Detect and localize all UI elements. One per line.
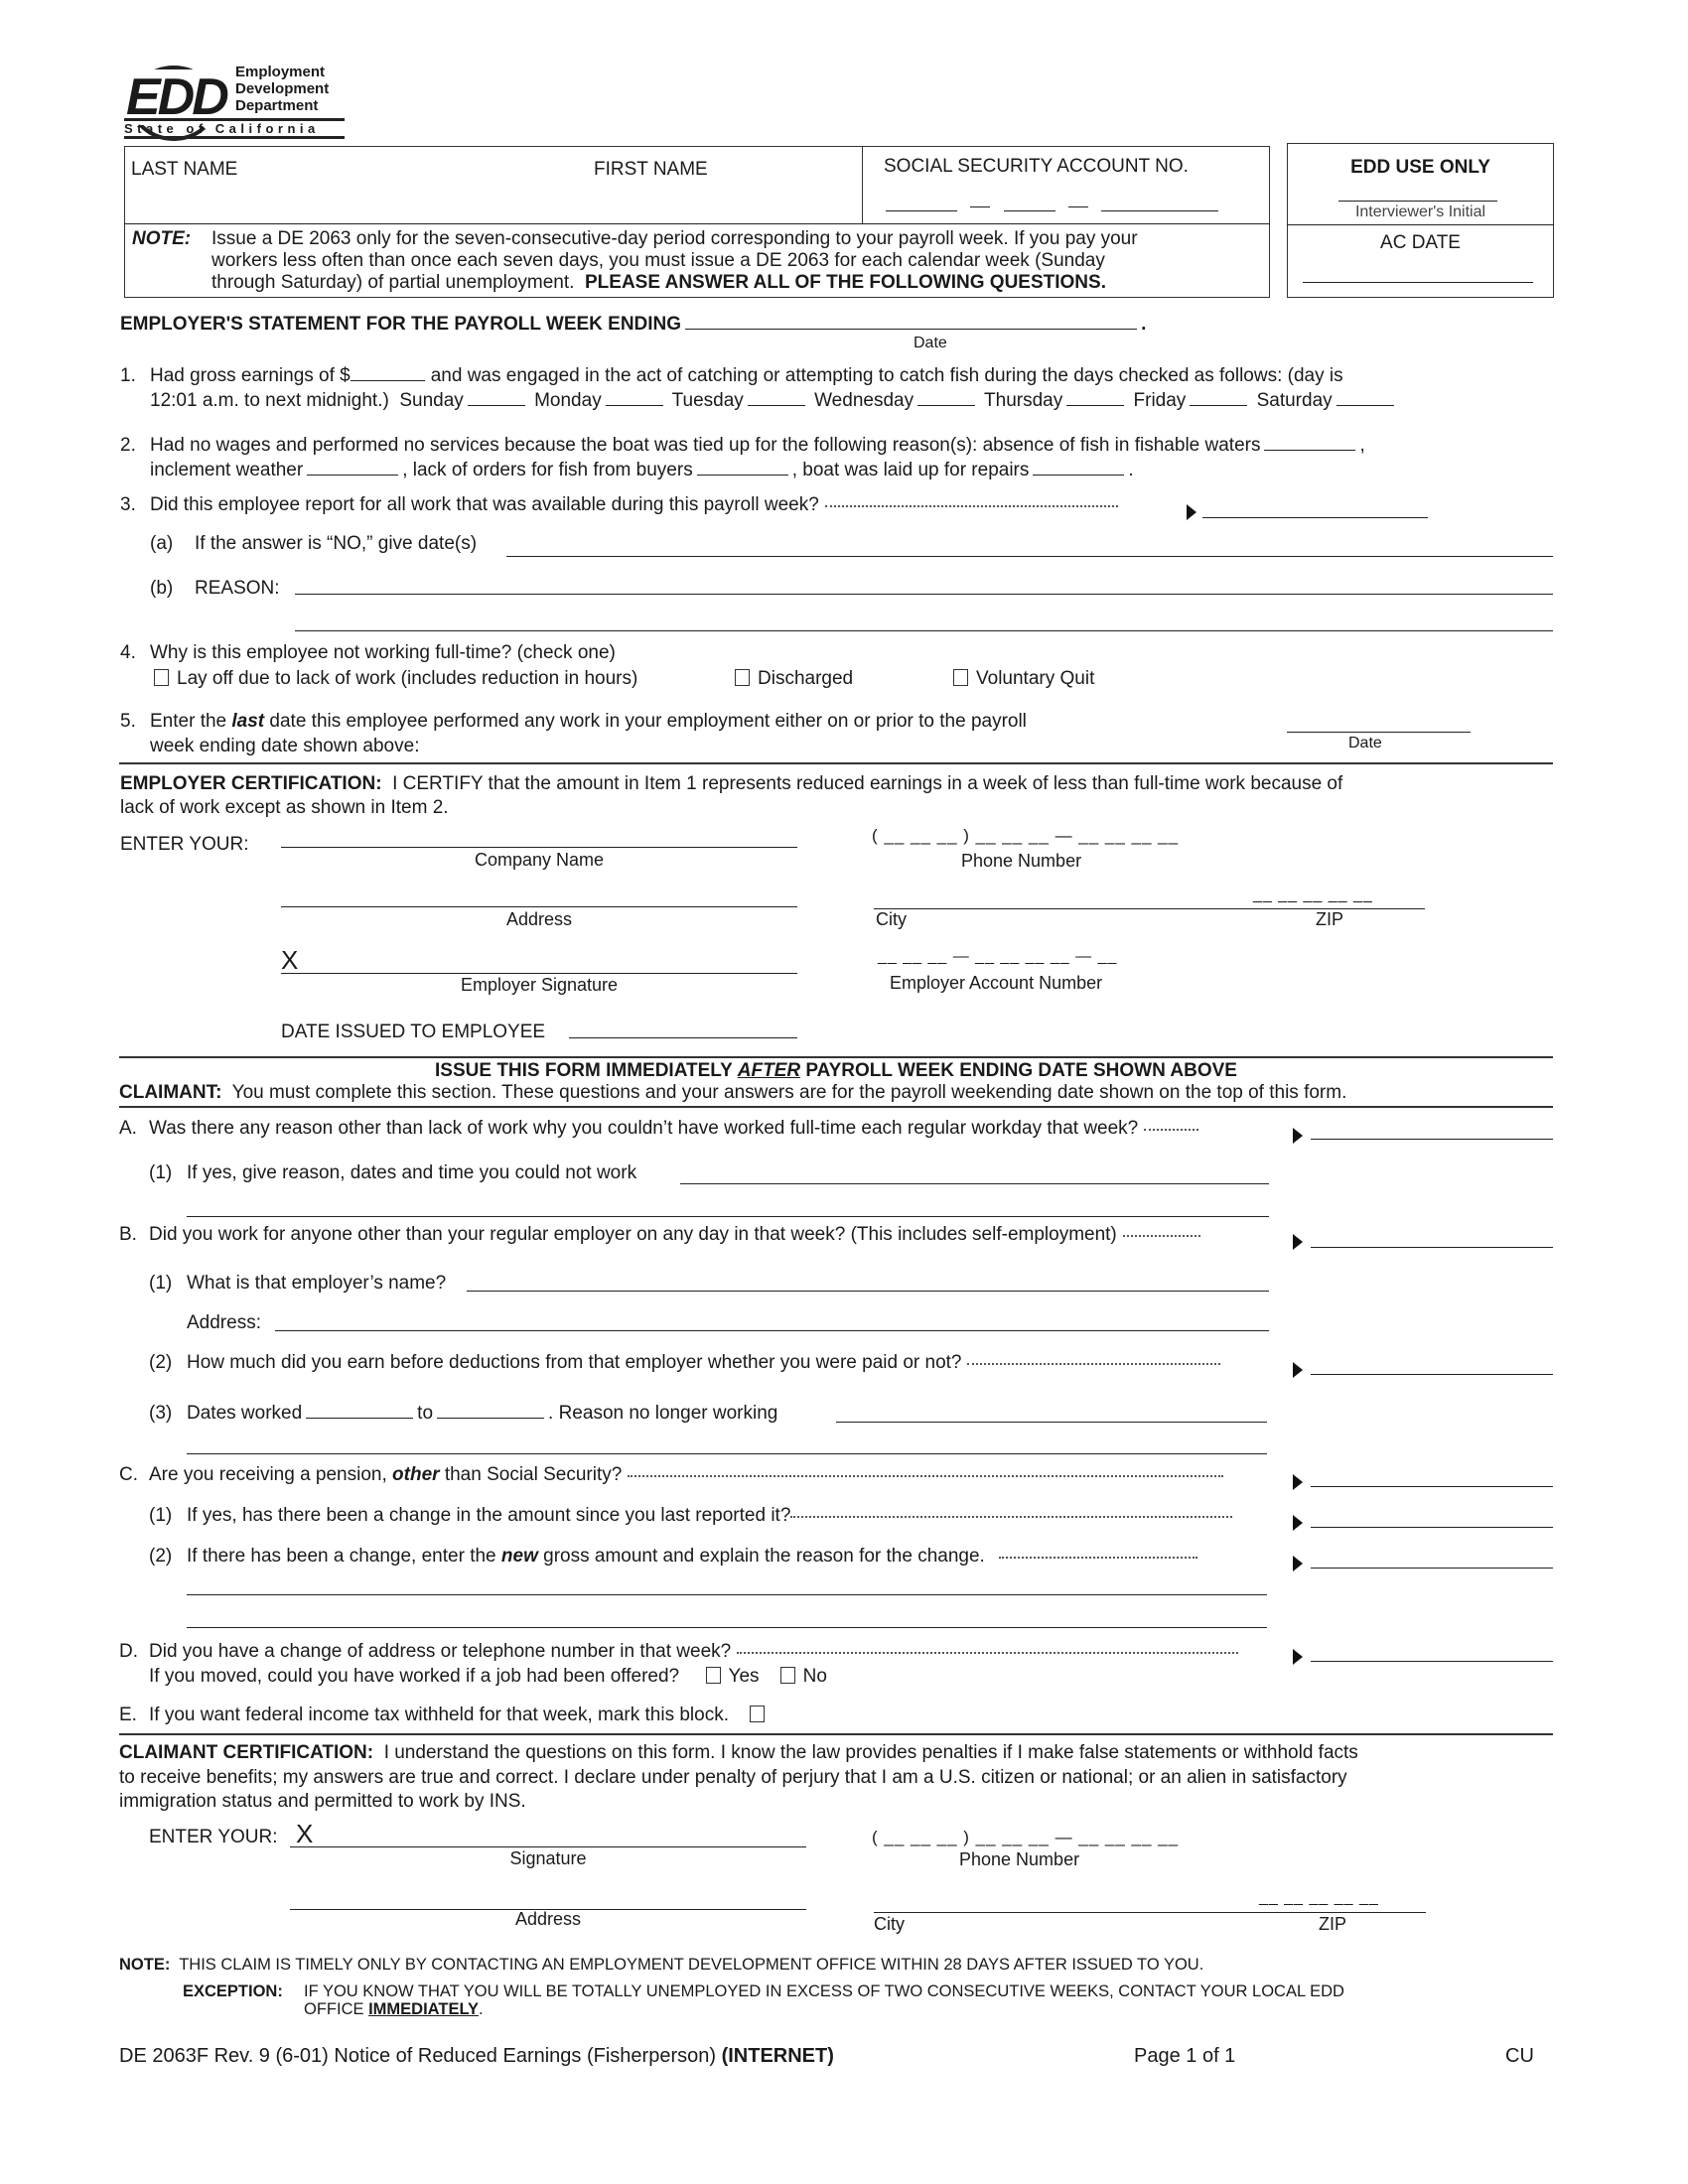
text-segment: other [392,1464,440,1485]
question-b-answer-field[interactable] [1311,1247,1553,1248]
text-segment: C. [119,1464,138,1485]
layoff-checkbox[interactable] [154,668,637,690]
laid-up-for-repairs-field[interactable] [1033,459,1124,476]
text-segment: Sunday [399,390,464,411]
text-segment: (b) [150,578,174,599]
text-segment: (1) [149,1162,173,1183]
text-segment [119,1741,1358,1766]
reason-no-longer-working-field[interactable] [836,1422,1267,1423]
text-segment [862,146,863,223]
text-segment: (2) [149,1352,173,1373]
inclement-weather-field[interactable] [307,459,398,476]
text-segment: , boat was laid up for repairs [791,460,1030,480]
address-label: Address [505,909,573,929]
text-segment: new [500,1546,538,1567]
text-segment: If there has been a change, enter the [187,1546,496,1567]
employer-account-number-field[interactable]: __ __ __ — __ __ __ __ — __ [878,948,1118,965]
item-4 [120,642,616,664]
text-segment: (1) [149,1505,173,1526]
employer-account-number-label: Employer Account Number [890,973,1103,993]
text-segment: Yes [728,1666,760,1687]
text-segment: B. [119,1224,137,1245]
address-label: Address [514,1909,582,1929]
text-segment: Issue a DE 2063 only for the seven-consecutive-day period corresponding to your payroll week. If you pay your [211,228,1138,249]
divider-line [124,223,1270,224]
reason-no-longer-working-field-line2[interactable] [187,1453,1267,1454]
timely-claim-note [119,1956,1203,1975]
text-segment: Wednesday [814,390,914,411]
text-segment: Did you have a change of address or telephone number in that week? [149,1641,732,1662]
arrow-icon [1293,1474,1303,1490]
question-c2-explanation-field-line2[interactable] [187,1627,1267,1628]
item-3a-dates-field[interactable] [506,556,1553,557]
question-d [119,1639,1238,1689]
text-segment: , lack of orders for fish from buyers [402,460,693,480]
text-segment: AFTER [737,1060,801,1081]
text-segment: 5. [120,711,136,732]
gross-earnings-field[interactable] [351,364,425,381]
divider-line [119,762,1553,764]
edd-use-only-label: EDD USE ONLY [1350,157,1490,178]
text-segment: What is that employer’s name? [187,1273,447,1294]
no-checkbox[interactable] [780,1666,827,1687]
yes-checkbox[interactable] [706,1666,760,1687]
text-segment: I understand the questions on this form. I know the law provides penalties if I make false statements or withhold facts [383,1742,1358,1763]
city-label: City [876,909,907,929]
text-segment: (a) [150,533,174,554]
text-segment [967,1363,1220,1365]
text-segment: . [1128,460,1134,480]
text-segment: to [417,1403,434,1424]
text-segment: Department [235,97,319,114]
form-code: CU [1505,2045,1534,2067]
tuesday-field[interactable] [748,389,805,406]
question-c2-answer-field[interactable] [1311,1568,1553,1569]
text-segment [211,272,1138,294]
item-3a [150,533,477,555]
text-segment: Are you receiving a pension, [149,1464,387,1485]
checkbox-icon [953,669,968,686]
divider-line [1287,224,1554,225]
edd-logo [124,62,348,141]
text-segment: (INTERNET) [721,2045,834,2067]
employer-signature-label: Employer Signature [460,975,619,995]
employer-address-field[interactable] [281,906,797,907]
divider-line [119,1733,1553,1735]
text-segment: workers less often than once each seven days, you must issue a DE 2063 for each calendar week (Sunday [211,250,1105,271]
tax-withholding-checkbox[interactable] [750,1706,765,1722]
text-segment: Voluntary Quit [976,668,1095,689]
employer-statement-heading [120,313,1146,336]
date-label: Date [1348,735,1382,751]
text-segment: . Reason no longer working [548,1403,778,1424]
text-segment: Had gross earnings of $ [150,365,351,386]
text-segment: Saturday [1256,390,1333,411]
text-segment: If you moved, could you have worked if a job had been offered? [149,1666,680,1687]
text-segment: DE 2063F Rev. 9 (6-01) Notice of Reduced Earnings (Fisherperson) [119,2045,717,2067]
text-segment: (1) [149,1273,173,1294]
text-segment: Employment [235,64,326,80]
note-text [211,228,1138,294]
absence-of-fish-field[interactable] [1264,434,1355,451]
divider-line [119,1106,1553,1108]
text-segment: IF YOU KNOW THAT YOU WILL BE TOTALLY UNEMPLOYED IN EXCESS OF TWO CONSECUTIVE WEEKS, CONTACT YOUR LOCAL EDD [304,1982,1344,2000]
text-segment: PAYROLL WEEK ENDING DATE SHOWN ABOVE [805,1060,1237,1081]
claimant-zip-field[interactable]: __ __ __ __ __ [1259,1889,1379,1906]
enter-your-label: ENTER YOUR: [149,1827,278,1847]
note-label: NOTE: [132,228,192,249]
employer-phone-field[interactable]: ( __ __ __ ) __ __ __ — __ __ __ __ [872,826,1180,845]
text-segment: A. [119,1118,137,1139]
ac-date-label: AC DATE [1380,232,1461,253]
text-segment: lack of work except as shown in Item 2. [120,797,449,818]
question-c2 [149,1546,1197,1568]
item-3b-reason-field[interactable] [295,594,1553,595]
zip-label: ZIP [1319,1914,1347,1934]
text-segment: inclement weather [150,460,304,480]
question-a [119,1118,1198,1140]
text-segment: (3) [149,1403,173,1424]
text-segment [1144,1129,1198,1131]
claimant-city-field[interactable] [874,1912,1426,1913]
text-segment: . [479,2000,484,2018]
exception-label: EXCEPTION: [183,1982,283,2000]
ssn-field[interactable] [886,195,1218,217]
text-segment: D. [119,1641,138,1662]
question-b [119,1224,1200,1246]
question-a1-field[interactable] [680,1183,1269,1184]
issue-instruction [119,1060,1553,1082]
text-segment: last [231,711,265,732]
text-segment: E. [119,1705,137,1725]
text-segment: 12:01 a.m. to next midnight.) [150,390,389,411]
item-3-answer-field[interactable] [1202,517,1428,518]
checkbox-icon [780,1667,795,1684]
text-segment [120,433,1365,458]
text-segment [120,709,1027,734]
text-segment: to receive benefits; my answers are true and correct. I declare under penalty of perjury that I am a U.S. citizen or national; or an alien in satisfactory [119,1766,1347,1788]
exception-text [304,1982,1344,2018]
question-c-answer-field[interactable] [1311,1486,1553,1487]
text-segment: immigration status and permitted to work by INS. [119,1791,526,1812]
text-segment: State of California [124,118,345,139]
text-segment [999,1557,1197,1559]
enter-your-label: ENTER YOUR: [120,834,249,855]
item-3b-reason-field-line2[interactable] [295,630,1553,631]
text-segment [790,1516,1232,1518]
question-e [119,1705,773,1726]
text-segment: than Social Security? [444,1464,623,1485]
text-segment: Lay off due to lack of work (includes reduction in hours) [177,668,638,689]
phone-number-label: Phone Number [959,1849,1080,1869]
text-segment: Did this employee report for all work that was available during this payroll week? [150,494,819,515]
text-segment: Was there any reason other than lack of work why you couldn’t have worked full-time each regular workday that week? [149,1118,1139,1139]
dates-worked-to-field[interactable] [437,1402,544,1419]
item-1 [120,363,1398,413]
text-segment: Dates worked [187,1403,303,1424]
city-label: City [874,1914,905,1934]
text-segment [120,363,1398,388]
signature-label: Signature [509,1848,587,1868]
question-c1 [149,1505,1232,1527]
text-segment: (2) [149,1546,173,1567]
divider-line [119,1056,1553,1058]
item-2 [120,433,1365,482]
question-b1 [149,1273,446,1295]
arrow-icon [1187,504,1196,520]
company-name-field[interactable] [281,847,797,848]
last-name-field[interactable]: LAST NAME [131,159,238,180]
thursday-field[interactable] [1066,389,1124,406]
item-3b [150,578,280,600]
text-segment: No [802,1666,827,1687]
lack-of-orders-field[interactable] [697,459,788,476]
text-segment: Had no wages and performed no services because the boat was tied up for the following reason(s): absence of fish in fishable waters [150,435,1261,456]
text-segment: and was engaged in the act of catching or attempting to catch fish during the days checked as follows: (day is [430,365,1343,386]
text-segment: Discharged [758,668,854,689]
text-segment: date this employee performed any work in your employment either on or prior to the payroll [269,711,1027,732]
text-segment [1068,206,1088,207]
date-issued-label: DATE ISSUED TO EMPLOYEE [281,1022,546,1042]
claimant-intro [119,1082,1346,1104]
item-3 [120,494,1118,516]
text-segment: Why is this employee not working full-time? (check one) [150,642,616,663]
claimant-phone-field[interactable]: ( __ __ __ ) __ __ __ — __ __ __ __ [872,1828,1180,1846]
text-segment [119,1664,1238,1689]
arrow-icon [1293,1234,1303,1250]
date-label: Date [914,335,947,351]
voluntary-quit-checkbox[interactable] [953,668,1094,690]
text-segment: week ending date shown above: [150,736,420,756]
employer-signature-field[interactable] [281,973,797,974]
ssn-label: SOCIAL SECURITY ACCOUNT NO. [884,156,1189,177]
arrow-icon [1293,1362,1303,1378]
text-segment: If the answer is “NO,” give date(s) [195,533,478,554]
friday-field[interactable] [1190,389,1247,406]
logo-mark: EDD [126,68,226,126]
x-mark: X [296,1819,314,1848]
text-segment: 1. [120,365,136,386]
text-segment: If you want federal income tax withheld for that week, mark this block. [149,1705,729,1725]
text-segment: Thursday [984,390,1063,411]
saturday-field[interactable] [1336,389,1394,406]
arrow-icon [1293,1128,1303,1144]
form-id [119,2045,834,2068]
text-segment: How much did you earn before deductions from that employer whether you were paid or not? [187,1352,962,1373]
text-segment: through Saturday) of partial unemployment. [211,272,575,293]
ac-date-field[interactable] [1303,282,1533,283]
x-mark: X [281,945,299,975]
text-segment: ISSUE THIS FORM IMMEDIATELY [435,1060,733,1081]
arrow-icon [1293,1515,1303,1531]
text-segment: 3. [120,494,136,515]
text-segment: PLEASE ANSWER ALL OF THE FOLLOWING QUESTIONS. [585,272,1106,293]
text-segment [120,458,1365,482]
text-segment: You must complete this section. These questions and your answers are for the payroll weekending date shown on the top of this form. [231,1082,1347,1103]
other-employer-address-field[interactable] [275,1330,1269,1331]
dates-worked-from-field[interactable] [306,1402,413,1419]
text-segment [825,505,1118,507]
text-segment [628,1475,1223,1477]
last-work-date-field[interactable] [1287,732,1471,733]
monday-field[interactable] [606,389,663,406]
other-employer-name-field[interactable] [467,1291,1269,1292]
item-5 [120,709,1027,758]
discharged-checkbox[interactable] [735,668,853,690]
text-segment: CLAIMANT CERTIFICATION: [119,1742,374,1763]
text-segment: Tuesday [671,390,744,411]
text-segment: gross amount and explain the reason for the change. [543,1546,985,1567]
question-c1-answer-field[interactable] [1311,1527,1553,1528]
question-a1-field-line2[interactable] [187,1216,1269,1217]
question-c [119,1464,1223,1486]
arrow-icon [1293,1649,1303,1665]
text-segment: EMPLOYER CERTIFICATION: [120,773,382,794]
claimant-signature-field[interactable] [290,1846,806,1847]
text-segment: IMMEDIATELY [368,2000,480,2018]
sunday-field[interactable] [468,389,525,406]
employer-certification [120,772,1342,820]
text-segment: EMPLOYER'S STATEMENT FOR THE PAYROLL WEEK ENDING [120,314,682,335]
interviewers-initial-label: Interviewer's Initial [1354,204,1486,220]
text-segment [304,2000,1344,2018]
text-segment: NOTE: [119,1956,171,1974]
wednesday-field[interactable] [917,389,975,406]
text-segment: 4. [120,642,136,663]
checkbox-icon [154,669,169,686]
company-name-label: Company Name [474,850,605,870]
zip-label: ZIP [1316,909,1344,929]
text-segment [119,1639,1238,1664]
text-segment: 2. [120,435,136,456]
text-segment: If yes, has there been a change in the amount since you last reported it? [187,1505,791,1526]
text-segment: CLAIMANT: [119,1082,222,1103]
text-segment: If yes, give reason, dates and time you could not work [187,1162,637,1183]
text-segment: OFFICE [304,2000,364,2018]
text-segment: , [1359,435,1365,456]
question-b2 [149,1352,1220,1374]
text-segment [235,64,329,114]
text-segment: . [1141,314,1147,335]
page-number: Page 1 of 1 [1134,2045,1236,2067]
checkbox-icon [735,669,750,686]
question-a1 [149,1162,636,1184]
text-segment [737,1652,1238,1654]
checkbox-icon [706,1667,721,1684]
text-segment [970,206,990,207]
employer-zip-field[interactable]: __ __ __ __ __ [1253,887,1373,903]
question-d-answer-field[interactable] [1311,1661,1553,1662]
first-name-field[interactable]: FIRST NAME [594,159,708,180]
text-segment [886,195,957,211]
question-a-answer-field[interactable] [1311,1139,1553,1140]
text-segment [1101,195,1218,211]
claimant-certification [119,1741,1358,1815]
arrow-icon [1293,1556,1303,1571]
text-segment: THIS CLAIM IS TIMELY ONLY BY CONTACTING AN EMPLOYMENT DEVELOPMENT OFFICE WITHIN 28 DAYS AFTER ISSUED TO YOU. [179,1956,1204,1974]
payroll-week-ending-field[interactable] [685,313,1137,330]
address-label: Address: [187,1312,261,1333]
question-c2-explanation-field[interactable] [187,1594,1267,1595]
text-segment [1123,1235,1200,1237]
text-segment: Friday [1133,390,1187,411]
text-segment: Monday [534,390,602,411]
question-b3 [149,1402,777,1425]
date-issued-field[interactable] [569,1037,797,1038]
text-segment [120,772,1342,796]
question-b2-answer-field[interactable] [1311,1374,1553,1375]
text-segment [120,388,1398,413]
phone-number-label: Phone Number [961,851,1082,871]
text-segment: Enter the [150,711,227,732]
text-segment [1004,195,1055,211]
text-segment: I CERTIFY that the amount in Item 1 represents reduced earnings in a week of less than full-time work because of [392,773,1343,794]
text-segment: REASON: [195,578,280,599]
text-segment: Development [235,80,330,97]
text-segment: Did you work for anyone other than your regular employer on any day in that week? (This includes self-employment) [149,1224,1117,1245]
interviewers-initial-field[interactable] [1338,201,1497,202]
